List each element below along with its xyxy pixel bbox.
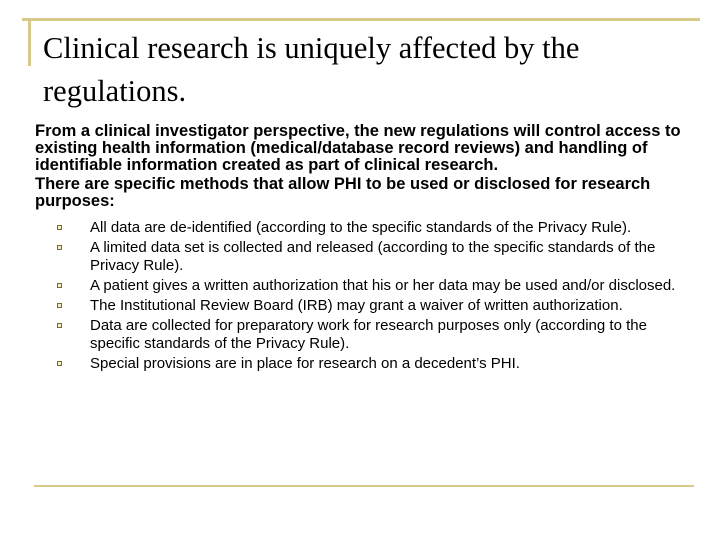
- list-item: [35, 297, 695, 315]
- list-item-text: A patient gives a written authorization that his or her data may be used and/or disclosed.: [90, 277, 676, 294]
- left-frame-line: [28, 18, 31, 66]
- list-item: [35, 239, 695, 275]
- slide-title: Clinical research is uniquely affected by the regulations.: [43, 31, 580, 108]
- square-bullet-icon: [57, 245, 62, 250]
- list-item-text: Data are collected for preparatory work for research purposes only (according to the specific standards of the Privacy Rule).: [90, 317, 647, 352]
- list-item: [35, 219, 695, 237]
- list-item-text: A limited data set is collected and released (according to the specific standards of the Privacy Rule).: [90, 239, 656, 274]
- square-bullet-icon: [57, 303, 62, 308]
- list-item-text: The Institutional Review Board (IRB) may grant a waiver of written authorization.: [90, 297, 623, 314]
- list-item-text: All data are de-identified (according to the specific standards of the Privacy Rule).: [90, 219, 632, 236]
- square-bullet-icon: [57, 283, 62, 288]
- square-bullet-icon: [57, 225, 62, 230]
- square-bullet-icon: [57, 323, 62, 328]
- list-item-text: Special provisions are in place for research on a decedent’s PHI.: [90, 355, 520, 372]
- list-item: [35, 277, 695, 295]
- methods-list: [35, 219, 695, 373]
- square-bullet-icon: [57, 361, 62, 366]
- intro-paragraph: From a clinical investigator perspective, the new regulations will control access to existing health information (medical/database record reviews) and handling of identifiable information created as part of clinical research.: [35, 122, 681, 174]
- methods-paragraph: There are specific methods that allow PHI to be used or disclosed for research purposes:: [35, 175, 651, 210]
- list-item: [35, 355, 695, 373]
- list-item: [35, 317, 695, 353]
- top-frame-line: [22, 18, 700, 21]
- slide-body: [35, 123, 695, 375]
- bottom-frame-line: [34, 485, 694, 487]
